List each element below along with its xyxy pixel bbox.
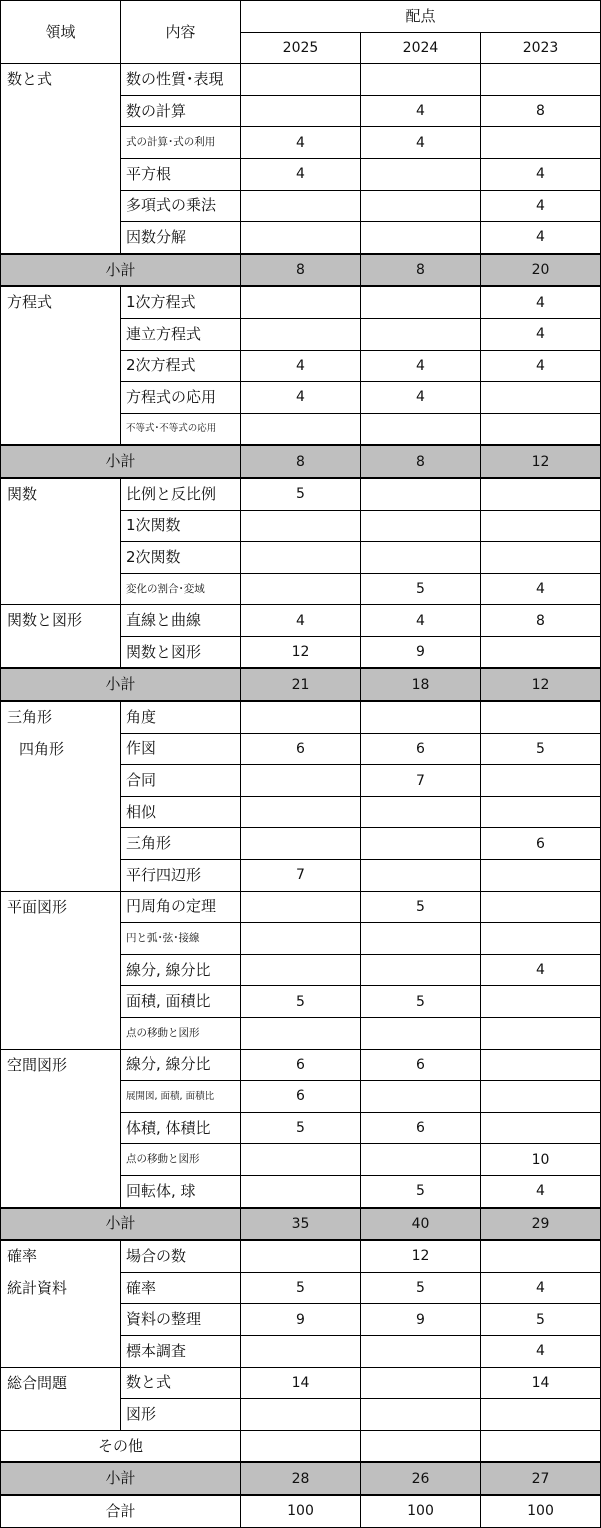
score-cell [241, 1144, 361, 1176]
topic-cell: 角度 [121, 701, 241, 733]
score-cell: 4 [361, 127, 481, 159]
score-cell [361, 318, 481, 350]
topic-cell: 円と弧･弦･接線 [121, 923, 241, 955]
area-cell [1, 701, 121, 891]
score-cell: 5 [241, 478, 361, 510]
table-row [1, 1049, 601, 1081]
score-cell: 9 [241, 1304, 361, 1336]
topic-cell: 2次方程式 [121, 350, 241, 382]
subtotal-value: 8 [361, 254, 481, 287]
topic-cell: 合同 [121, 765, 241, 797]
subtotal-label: 小計 [1, 445, 241, 478]
score-cell [361, 478, 481, 510]
score-cell: 7 [361, 765, 481, 797]
score-cell: 10 [481, 1144, 601, 1176]
other-row [1, 1430, 601, 1462]
subtotal-value: 8 [241, 254, 361, 287]
score-cell: 8 [481, 605, 601, 637]
score-cell: 14 [241, 1367, 361, 1399]
score-cell [481, 542, 601, 574]
score-cell: 7 [241, 860, 361, 892]
score-cell: 8 [481, 95, 601, 127]
table-row [1, 1240, 601, 1272]
subtotal-label: 小計 [1, 1208, 241, 1241]
score-cell [481, 64, 601, 96]
header-row-1 [1, 1, 601, 33]
topic-cell: 関数と図形 [121, 636, 241, 668]
score-cell [241, 796, 361, 828]
area-cell [1, 64, 121, 254]
score-cell [481, 1018, 601, 1050]
table-row [1, 64, 601, 96]
score-cell [241, 828, 361, 860]
score-cell [361, 158, 481, 190]
topic-cell: 2次関数 [121, 542, 241, 574]
score-cell [481, 1430, 601, 1462]
score-cell [481, 891, 601, 923]
topic-cell: 式の計算･式の利用 [121, 127, 241, 159]
table-row [1, 605, 601, 637]
score-cell: 5 [361, 573, 481, 605]
score-cell [361, 954, 481, 986]
score-cell: 6 [481, 828, 601, 860]
score-cell [361, 828, 481, 860]
subtotal-value: 12 [481, 445, 601, 478]
area-header: 領域 [1, 1, 121, 64]
area-label: 平面図形 [7, 897, 68, 916]
score-cell: 6 [241, 733, 361, 765]
area-cell [1, 1049, 121, 1207]
area-cell [1, 605, 121, 669]
score-cell: 5 [361, 1272, 481, 1304]
score-cell: 4 [481, 222, 601, 254]
table-row [1, 286, 601, 318]
score-cell [241, 891, 361, 923]
subtotal-row [1, 1208, 601, 1241]
subtotal-row [1, 445, 601, 478]
topic-cell: 多項式の乗法 [121, 190, 241, 222]
topic-cell: 因数分解 [121, 222, 241, 254]
topic-cell: 標本調査 [121, 1335, 241, 1367]
score-cell: 5 [361, 986, 481, 1018]
score-cell [241, 701, 361, 733]
score-cell: 6 [241, 1081, 361, 1113]
score-cell [481, 860, 601, 892]
topic-cell: 展開図, 面積, 面積比 [121, 1081, 241, 1113]
year-header: 2024 [361, 32, 481, 64]
topic-cell: 変化の割合･変域 [121, 573, 241, 605]
topic-cell: 面積, 面積比 [121, 986, 241, 1018]
subtotal-row [1, 1462, 601, 1495]
topic-cell: 連立方程式 [121, 318, 241, 350]
points-header: 配点 [241, 1, 601, 33]
topic-cell: 方程式の応用 [121, 382, 241, 414]
area-label: 四角形 [19, 739, 65, 758]
topic-cell: 相似 [121, 796, 241, 828]
subtotal-value: 20 [481, 254, 601, 287]
score-cell [361, 286, 481, 318]
score-cell: 4 [481, 190, 601, 222]
score-cell: 12 [361, 1240, 481, 1272]
topic-cell: 平行四辺形 [121, 860, 241, 892]
score-cell [241, 542, 361, 574]
score-cell: 5 [241, 1112, 361, 1144]
content-header: 内容 [121, 1, 241, 64]
subtotal-label: 小計 [1, 1462, 241, 1495]
score-cell [481, 923, 601, 955]
score-cell: 5 [481, 1304, 601, 1336]
area-cell [1, 1367, 121, 1430]
topic-cell: 点の移動と図形 [121, 1144, 241, 1176]
score-cell [241, 413, 361, 445]
score-cell [481, 1081, 601, 1113]
score-cell [241, 286, 361, 318]
table-row [1, 891, 601, 923]
score-cell: 9 [361, 636, 481, 668]
score-cell: 4 [481, 1335, 601, 1367]
topic-cell: 確率 [121, 1272, 241, 1304]
topic-cell: 平方根 [121, 158, 241, 190]
score-cell [481, 765, 601, 797]
score-cell [361, 1335, 481, 1367]
subtotal-value: 29 [481, 1208, 601, 1241]
score-cell: 4 [361, 350, 481, 382]
score-cell: 5 [241, 1272, 361, 1304]
score-cell: 6 [361, 733, 481, 765]
topic-cell: 数の計算 [121, 95, 241, 127]
score-cell: 4 [361, 95, 481, 127]
topic-cell: 数の性質･表現 [121, 64, 241, 96]
topic-cell: 直線と曲線 [121, 605, 241, 637]
score-cell [361, 64, 481, 96]
area-label: 統計資料 [7, 1278, 68, 1297]
score-cell [241, 923, 361, 955]
score-cell [241, 64, 361, 96]
subtotal-value: 28 [241, 1462, 361, 1495]
score-cell: 4 [241, 605, 361, 637]
topic-cell: 線分, 線分比 [121, 954, 241, 986]
score-cell: 4 [241, 127, 361, 159]
score-cell: 4 [481, 1272, 601, 1304]
score-cell: 5 [361, 891, 481, 923]
score-cell: 4 [481, 158, 601, 190]
score-cell [241, 1399, 361, 1431]
subtotal-value: 21 [241, 668, 361, 701]
score-cell [361, 701, 481, 733]
score-cell [241, 95, 361, 127]
score-cell [241, 573, 361, 605]
score-cell [241, 1430, 361, 1462]
score-cell: 4 [481, 1175, 601, 1207]
score-cell [361, 542, 481, 574]
score-cell [361, 923, 481, 955]
topic-cell: 比例と反比例 [121, 478, 241, 510]
score-cell: 4 [361, 382, 481, 414]
score-cell: 5 [361, 1175, 481, 1207]
score-cell [361, 222, 481, 254]
score-cell [241, 1335, 361, 1367]
topic-cell: 回転体, 球 [121, 1175, 241, 1207]
score-cell [241, 954, 361, 986]
score-cell [241, 510, 361, 542]
area-label: 方程式 [7, 293, 53, 312]
subtotal-value: 12 [481, 668, 601, 701]
score-cell [361, 1144, 481, 1176]
area-label: 関数 [7, 484, 38, 503]
score-cell [481, 510, 601, 542]
topic-cell: 体積, 体積比 [121, 1112, 241, 1144]
area-label: 総合問題 [7, 1373, 68, 1392]
subtotal-value: 8 [361, 445, 481, 478]
topic-cell: 1次方程式 [121, 286, 241, 318]
subtotal-row [1, 254, 601, 287]
score-cell: 4 [241, 382, 361, 414]
score-cell [241, 765, 361, 797]
score-cell: 4 [481, 318, 601, 350]
table-row [1, 1367, 601, 1399]
score-cell [481, 636, 601, 668]
subtotal-label: 小計 [1, 254, 241, 287]
score-cell: 4 [481, 350, 601, 382]
subtotal-value: 18 [361, 668, 481, 701]
score-cell [481, 1049, 601, 1081]
score-cell [481, 127, 601, 159]
score-cell [481, 413, 601, 445]
score-cell [481, 986, 601, 1018]
topic-cell: 円周角の定理 [121, 891, 241, 923]
score-cell: 4 [361, 605, 481, 637]
total-value: 100 [481, 1495, 601, 1527]
subtotal-value: 26 [361, 1462, 481, 1495]
table-row [1, 478, 601, 510]
area-label: 関数と図形 [7, 611, 83, 630]
score-cell: 6 [361, 1049, 481, 1081]
total-value: 100 [241, 1495, 361, 1527]
score-cell: 5 [241, 986, 361, 1018]
area-label: 三角形 [7, 708, 53, 727]
score-cell: 4 [481, 286, 601, 318]
topic-cell: 線分, 線分比 [121, 1049, 241, 1081]
other-label: その他 [1, 1430, 241, 1462]
total-value: 100 [361, 1495, 481, 1527]
score-cell [481, 1240, 601, 1272]
score-cell: 4 [481, 573, 601, 605]
topic-cell: 三角形 [121, 828, 241, 860]
score-cell [361, 1399, 481, 1431]
score-cell: 6 [361, 1112, 481, 1144]
topic-cell: 1次関数 [121, 510, 241, 542]
topic-cell: 不等式･不等式の応用 [121, 413, 241, 445]
topic-cell: 資料の整理 [121, 1304, 241, 1336]
subtotal-row [1, 668, 601, 701]
score-cell [241, 1240, 361, 1272]
topic-cell: 作図 [121, 733, 241, 765]
score-cell [481, 1399, 601, 1431]
score-cell [361, 1081, 481, 1113]
score-cell [481, 796, 601, 828]
topic-cell: 図形 [121, 1399, 241, 1431]
score-cell [361, 1018, 481, 1050]
total-row [1, 1495, 601, 1527]
score-cell [481, 382, 601, 414]
score-cell: 6 [241, 1049, 361, 1081]
score-cell [361, 413, 481, 445]
subtotal-value: 27 [481, 1462, 601, 1495]
score-cell [241, 1018, 361, 1050]
subtotal-value: 35 [241, 1208, 361, 1241]
score-cell [241, 1175, 361, 1207]
area-label: 確率 [7, 1247, 38, 1266]
score-cell: 14 [481, 1367, 601, 1399]
subtotal-value: 40 [361, 1208, 481, 1241]
area-cell [1, 478, 121, 605]
score-cell [241, 318, 361, 350]
area-cell [1, 1240, 121, 1367]
score-cell [361, 510, 481, 542]
area-label: 数と式 [7, 70, 53, 89]
topic-cell: 場合の数 [121, 1240, 241, 1272]
score-cell [361, 190, 481, 222]
table-row [1, 701, 601, 733]
score-cell: 9 [361, 1304, 481, 1336]
score-cell: 5 [481, 733, 601, 765]
score-cell [241, 190, 361, 222]
score-cell [361, 1367, 481, 1399]
score-cell: 4 [241, 158, 361, 190]
score-cell [481, 701, 601, 733]
topic-cell: 数と式 [121, 1367, 241, 1399]
score-cell: 4 [241, 350, 361, 382]
area-cell [1, 891, 121, 1049]
year-header: 2023 [481, 32, 601, 64]
subtotal-label: 小計 [1, 668, 241, 701]
topic-cell: 点の移動と図形 [121, 1018, 241, 1050]
score-cell [241, 222, 361, 254]
score-cell: 12 [241, 636, 361, 668]
score-cell: 4 [481, 954, 601, 986]
score-cell [481, 1112, 601, 1144]
year-header: 2025 [241, 32, 361, 64]
score-cell [361, 1430, 481, 1462]
subtotal-value: 8 [241, 445, 361, 478]
area-label: 空間図形 [7, 1055, 68, 1074]
score-cell [361, 796, 481, 828]
score-cell [361, 860, 481, 892]
area-cell [1, 286, 121, 445]
score-cell [481, 478, 601, 510]
total-label: 合計 [1, 1495, 241, 1527]
